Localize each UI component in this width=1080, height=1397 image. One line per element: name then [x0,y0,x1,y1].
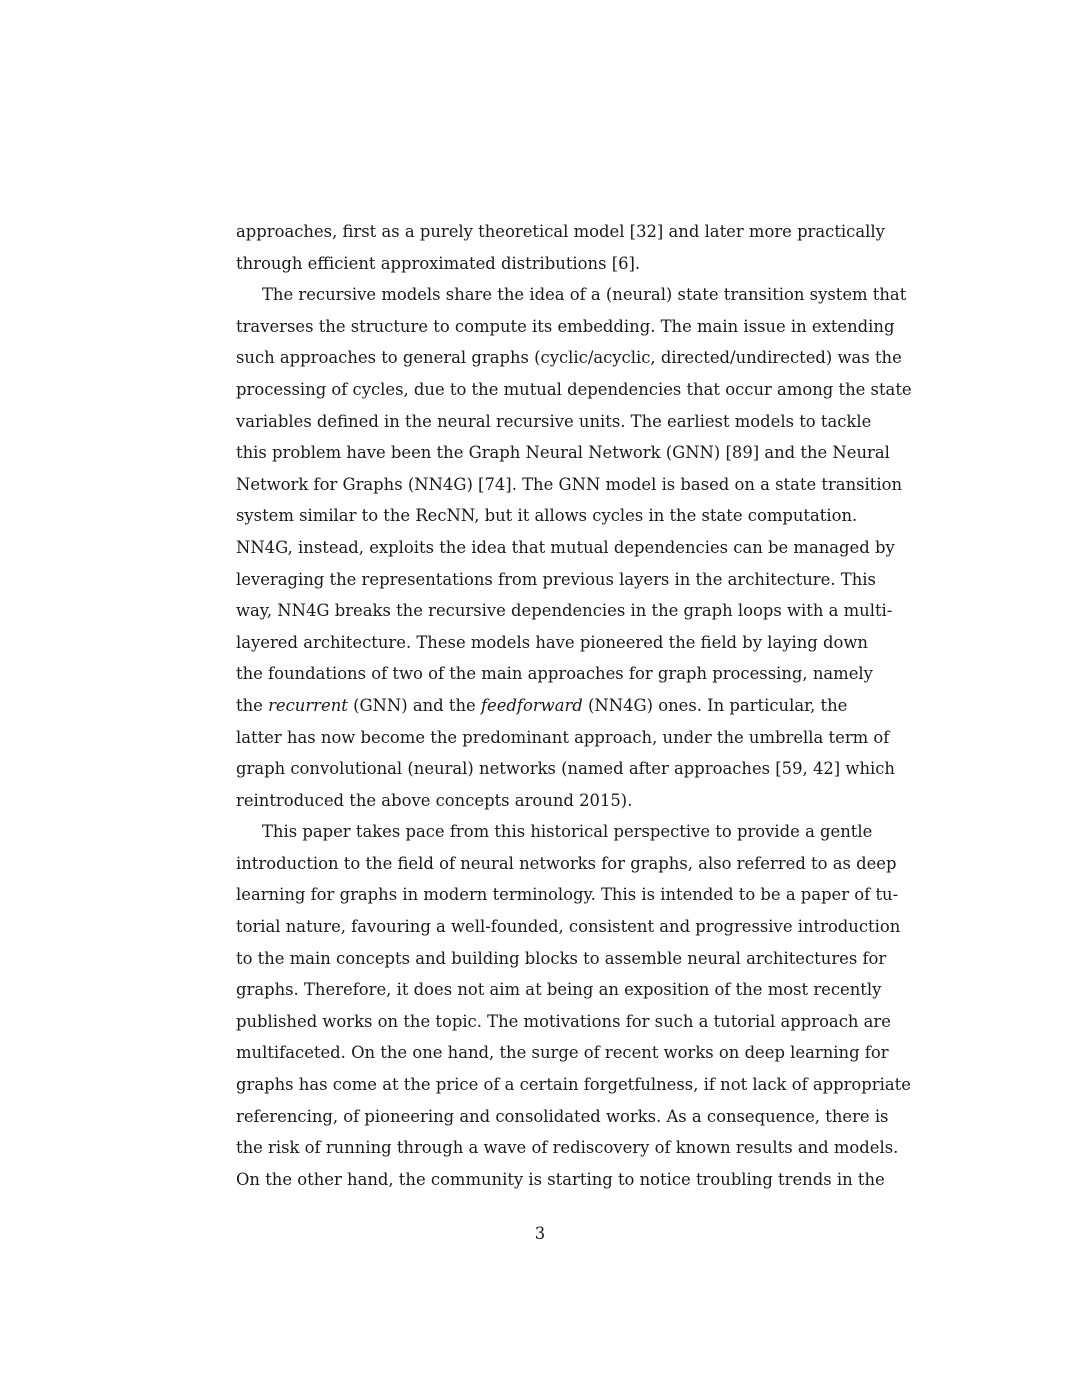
text-line: Network for Graphs (NN4G) [74]. The GNN model is based on a state transition [236,474,903,494]
text-line-with-italics [236,690,848,722]
text-fragment: (GNN) and the [347,695,481,715]
text-line: this problem have been the Graph Neural Network (GNN) [89] and the Neural [236,443,890,463]
italic-term-recurrent: recurrent [268,695,348,715]
text-line: to the main concepts and building blocks to assemble neural architectures for [236,948,887,968]
text-line: way, NN4G breaks the recursive dependencies in the graph loops with a multi- [236,601,893,621]
text-line: published works on the topic. The motivations for such a tutorial approach are [236,1011,891,1031]
text-line: the risk of running through a wave of rediscovery of known results and models. [236,1138,899,1158]
text-line: learning for graphs in modern terminology. This is intended to be a paper of tu- [236,885,899,905]
page-number: 3 [534,1224,546,1243]
text-fragment: the [236,695,269,715]
text-line: On the other hand, the community is starting to notice troubling trends in the [236,1169,885,1189]
text-line: traverses the structure to compute its embedding. The main issue in extending [236,316,895,336]
body-text [236,216,912,1195]
text-line: system similar to the RecNN, but it allows cycles in the state computation. [236,506,858,526]
text-line: reintroduced the above concepts around 2015). [236,790,633,810]
text-line: NN4G, instead, exploits the idea that mutual dependencies can be managed by [236,537,895,557]
text-line: processing of cycles, due to the mutual dependencies that occur among the state [236,379,912,399]
text-line: layered architecture. These models have pioneered the field by laying down [236,632,868,652]
text-fragment: (NN4G) ones. In particular, the [582,695,848,715]
text-line: The recursive models share the idea of a (neural) state transition system that [262,285,907,305]
text-line: introduction to the field of neural networks for graphs, also referred to as deep [236,853,897,873]
text-line: referencing, of pioneering and consolidated works. As a consequence, there is [236,1106,889,1126]
italic-term-feedforward: feedforward [480,695,583,715]
text-line: This paper takes pace from this historical perspective to provide a gentle [262,822,873,842]
text-line: graphs has come at the price of a certain forgetfulness, if not lack of appropriate [236,1075,911,1095]
text-line: leveraging the representations from previous layers in the architecture. This [236,569,876,589]
text-line: graph convolutional (neural) networks (named after approaches [59, 42] which [236,759,895,779]
text-line: the foundations of two of the main approaches for graph processing, namely [236,664,873,684]
text-line: through efficient approximated distributions [6]. [236,253,641,273]
text-line: graphs. Therefore, it does not aim at being an exposition of the most recently [236,980,882,1000]
text-line: multifaceted. On the one hand, the surge of recent works on deep learning for [236,1043,889,1063]
text-line: such approaches to general graphs (cyclic/acyclic, directed/undirected) was the [236,348,902,368]
text-line: torial nature, favouring a well-founded, consistent and progressive introduction [236,917,901,937]
text-line: latter has now become the predominant approach, under the umbrella term of [236,727,890,747]
text-line: variables defined in the neural recursive units. The earliest models to tackle [236,411,872,431]
text-line: approaches, first as a purely theoretical model [32] and later more practically [236,222,885,241]
